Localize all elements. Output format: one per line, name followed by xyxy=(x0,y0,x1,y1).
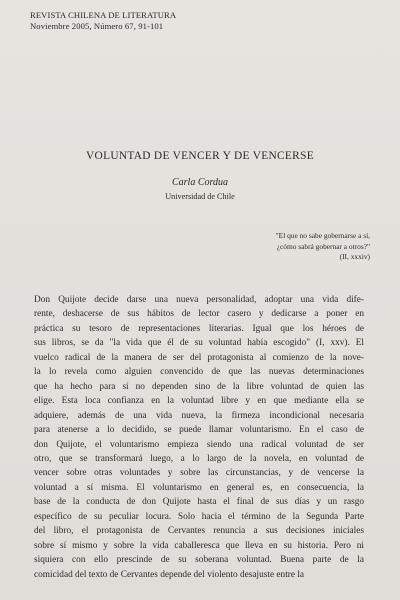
epigraph xyxy=(170,231,370,263)
body-line: práctica su tesoro de representaciones literarias. Igual que los héroes de xyxy=(34,323,364,334)
body-line: comicidad del texto de Cervantes depende del violento desajuste entre la xyxy=(34,569,305,580)
body-line: rente, deshacerse de sus hábitos de lector casero y dedicarse a poner en xyxy=(34,309,364,320)
body-line: siquiera con ello prescinde de su soberana voluntad. Buena parte de la xyxy=(34,555,364,566)
running-header xyxy=(30,10,176,32)
body-line: para atenerse a lo decidido, se puede llamar voluntarismo. En el caso de xyxy=(34,425,364,436)
body-line: sobre sí mismo y sobre la vida caballeresca que lleva en su historia. Pero ni xyxy=(34,540,364,551)
body-text xyxy=(34,293,364,582)
body-line: voluntad a sí misma. El voluntarismo en general es, en consecuencia, la xyxy=(34,482,364,493)
article-title: VOLUNTAD DE VENCER Y DE VENCERSE xyxy=(86,150,314,162)
body-line: sus libros, se da "la vida que él de su voluntad había escogido" (I, xxv). El xyxy=(34,338,364,349)
epigraph-line-2: ¿cómo sabrá gobernar a otros?" xyxy=(276,241,370,251)
body-line: elige. Esta loca confianza en la voluntad libre y en que mediante ella se xyxy=(34,396,364,407)
body-line: vencer sobre otras voluntades y sobre las circunstancias, y de vencerse la xyxy=(34,468,364,479)
body-line: adquiere, además de una vida nueva, la firmeza incondicional necesaria xyxy=(34,410,364,421)
body-line: don Quijote, el voluntarismo empieza siendo una radical voluntad de ser xyxy=(34,439,364,450)
epigraph-reference: (II, xxxiv) xyxy=(339,252,370,261)
body-line: vuelco radical de la manera de ser del protagonista al comienzo de la nove- xyxy=(34,352,364,363)
body-line: otro, que se transformará luego, a lo largo de la novela, en voluntad de xyxy=(34,453,364,464)
body-line: base de la conducta de don Quijote hasta el final de sus días y un rasgo xyxy=(34,497,364,508)
body-line: Don Quijote decide darse una nueva personalidad, adoptar una vida dife- xyxy=(34,295,364,305)
issue-info: Noviembre 2005, Número 67, 91-101 xyxy=(30,21,164,31)
body-line: específico de su peculiar locura. Solo hacia el término de la Segunda Parte xyxy=(34,511,364,522)
body-line: la lo revela como alguien convencido de que las nuevas determinaciones xyxy=(34,367,364,378)
author-name: Carla Cordua xyxy=(171,177,229,188)
author-affiliation: Universidad de Chile xyxy=(165,192,235,201)
body-line: que ha hecho para sí no dependen sino de la libre voluntad de quien las xyxy=(34,381,364,392)
journal-name: REVISTA CHILENA DE LITERATURA xyxy=(30,10,177,20)
body-line: del libro, el protagonista de Cervantes renuncia a sus decisiones iniciales xyxy=(34,526,364,537)
epigraph-line-1: "El que no sabe gobernarse a sí, xyxy=(275,231,370,240)
